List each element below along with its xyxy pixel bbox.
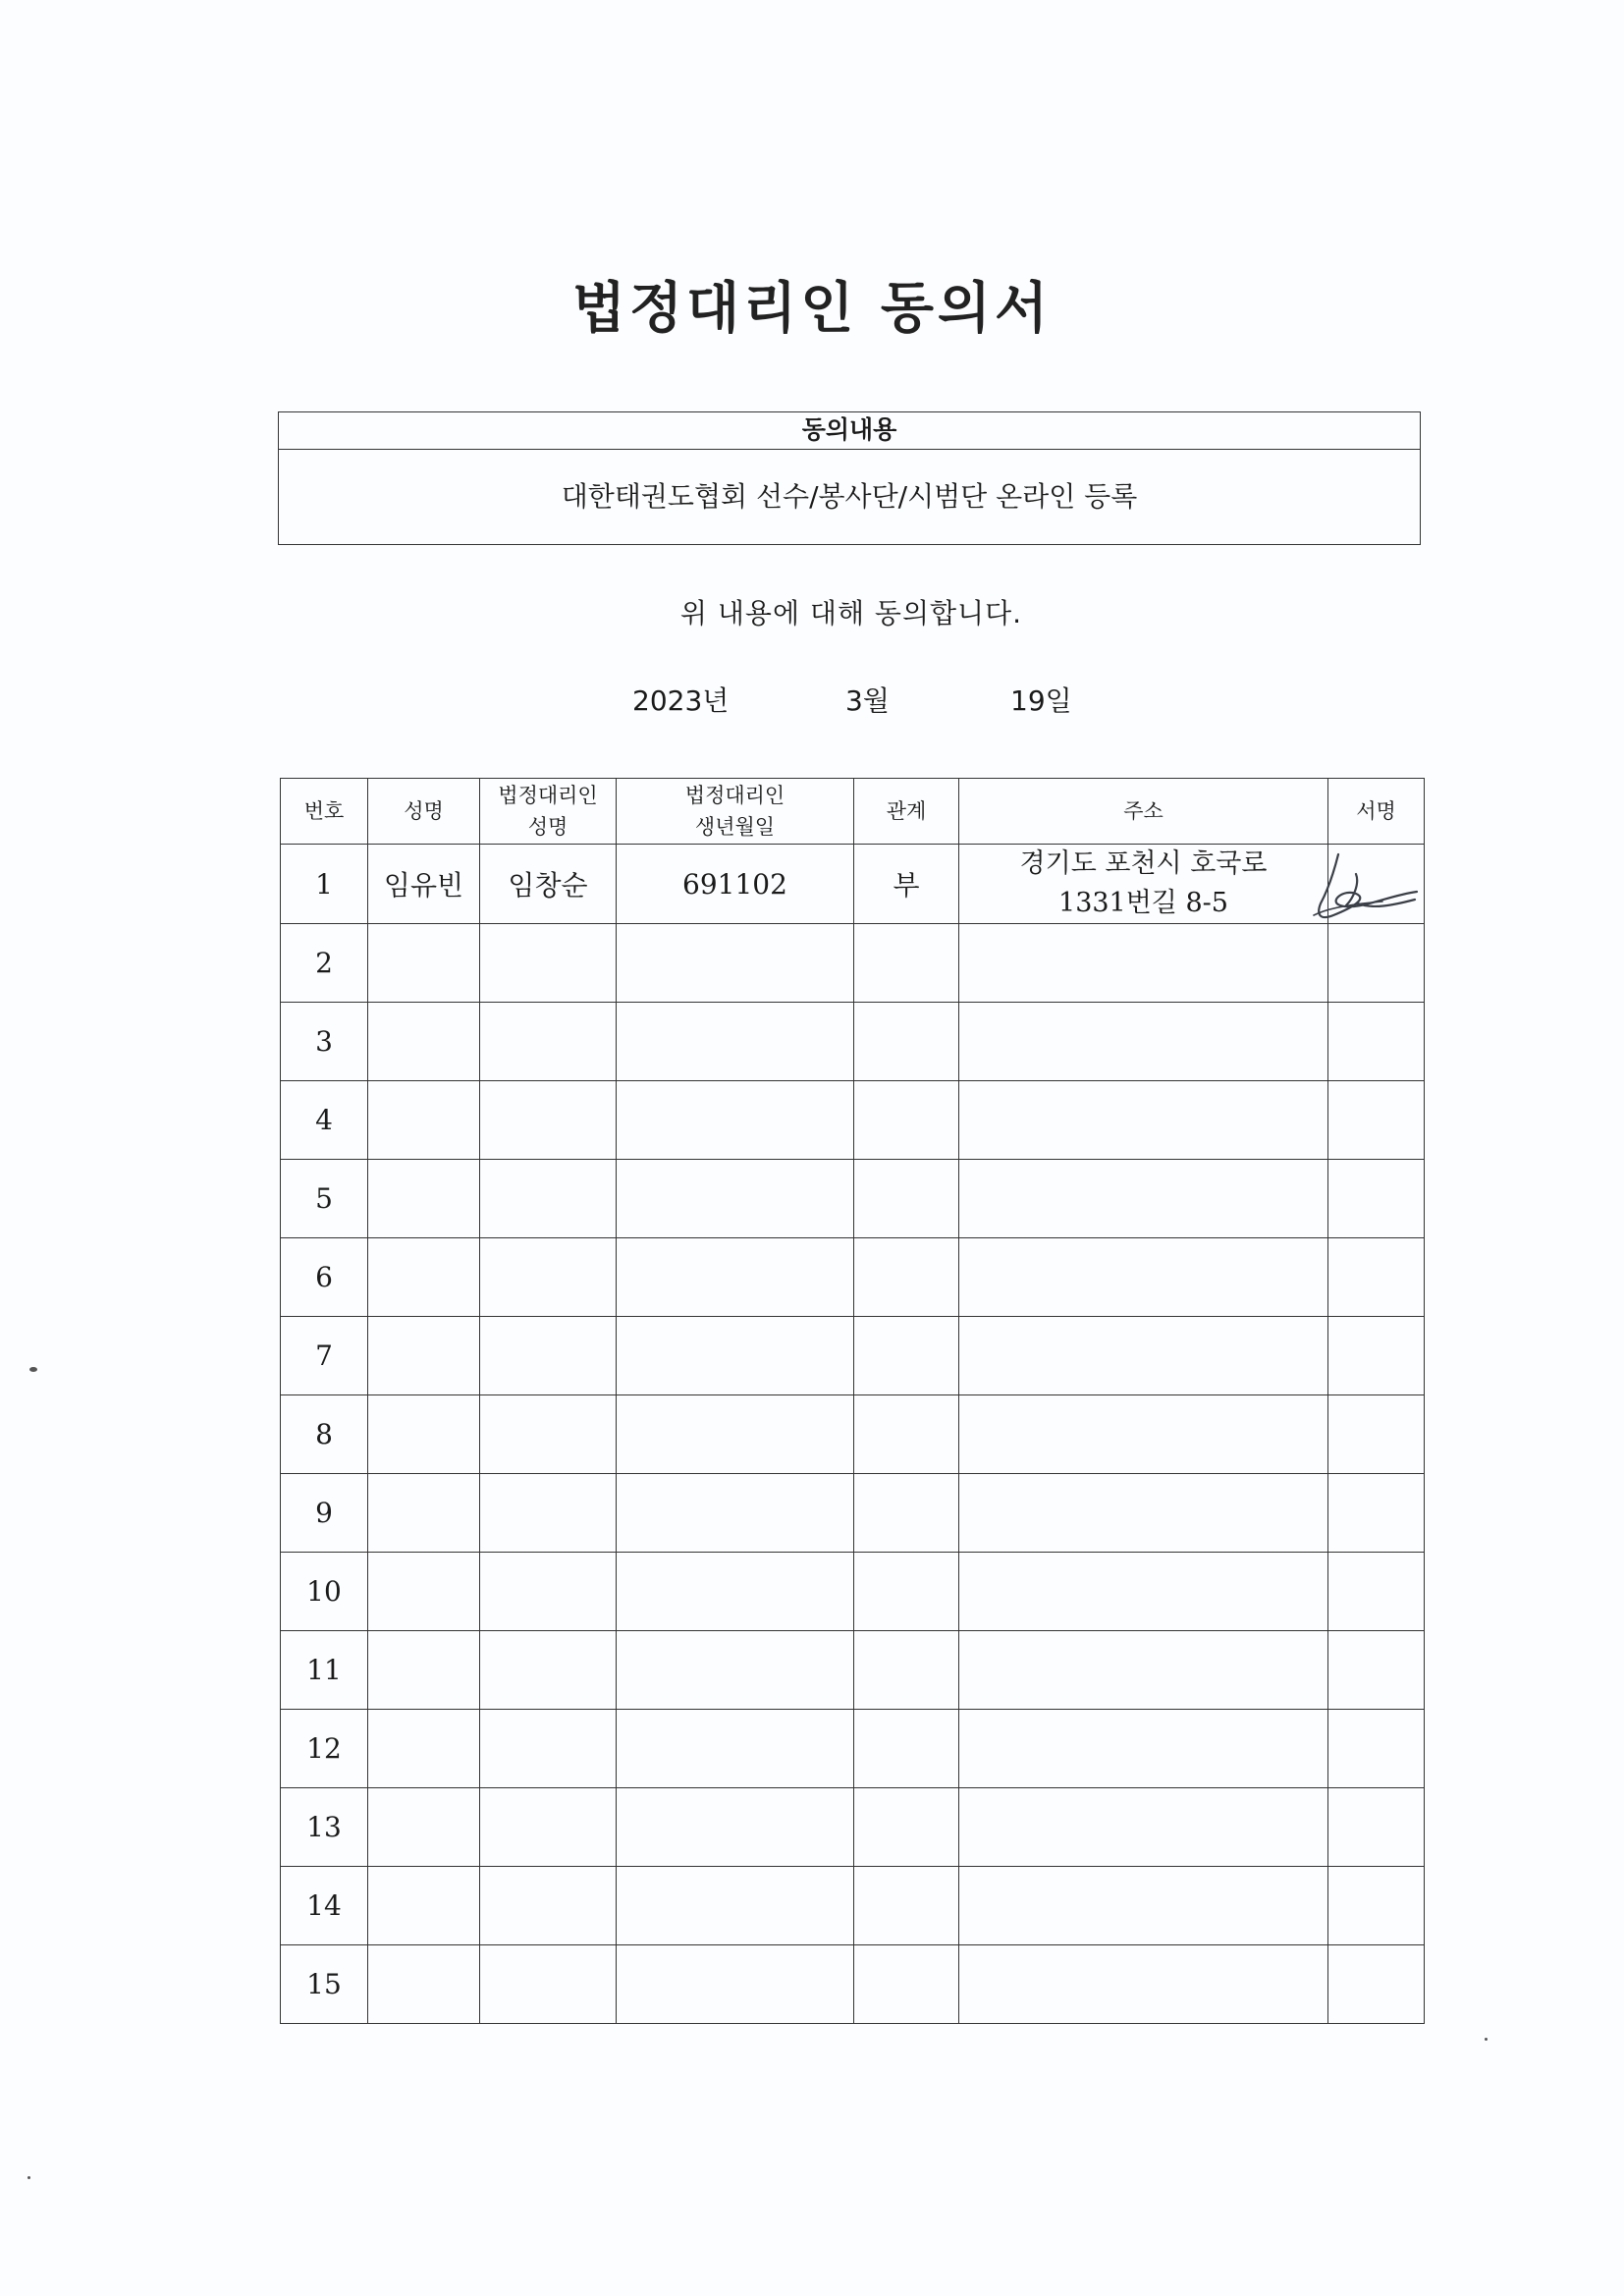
cell-address (959, 1945, 1328, 2024)
cell-signature (1328, 1788, 1425, 1867)
cell-signature (1328, 1867, 1425, 1945)
header-no: 번호 (281, 779, 368, 845)
cell-guardian-name (480, 1474, 617, 1553)
cell-signature (1328, 1553, 1425, 1631)
cell-name (368, 1631, 480, 1710)
scan-speck (29, 1367, 37, 1372)
header-guardian-name-line1: 법정대리인 (498, 784, 598, 807)
cell-name (368, 924, 480, 1003)
cell-guardian-dob (617, 1317, 854, 1395)
cell-relation (854, 1867, 959, 1945)
table-row (281, 1003, 1425, 1081)
table-row (281, 1710, 1425, 1788)
table-row (281, 1081, 1425, 1160)
table-row (281, 1317, 1425, 1395)
date-year: 2023년 (632, 684, 730, 717)
cell-name (368, 1553, 480, 1631)
cell-relation (854, 1710, 959, 1788)
consent-header: 동의내용 (279, 412, 1420, 450)
table-row (281, 1553, 1425, 1631)
cell-relation (854, 1003, 959, 1081)
cell-no: 11 (281, 1631, 368, 1710)
table-row (281, 1395, 1425, 1474)
cell-relation (854, 1631, 959, 1710)
cell-guardian-name (480, 1238, 617, 1317)
cell-guardian-dob (617, 1003, 854, 1081)
cell-relation (854, 924, 959, 1003)
cell-no: 15 (281, 1945, 368, 2024)
cell-name: 임유빈 (368, 845, 480, 924)
cell-guardian-dob (617, 1553, 854, 1631)
cell-address (959, 924, 1328, 1003)
cell-name (368, 1081, 480, 1160)
table-row (281, 1160, 1425, 1238)
address-line1: 경기도 포천시 호국로 (1019, 848, 1268, 879)
cell-no: 6 (281, 1238, 368, 1317)
table-row (281, 1238, 1425, 1317)
cell-address (959, 1867, 1328, 1945)
cell-guardian-dob (617, 1474, 854, 1553)
cell-signature (1328, 845, 1425, 924)
cell-signature (1328, 1317, 1425, 1395)
cell-signature (1328, 1238, 1425, 1317)
cell-no: 8 (281, 1395, 368, 1474)
registration-table (280, 778, 1425, 2024)
cell-name (368, 1003, 480, 1081)
cell-signature (1328, 1631, 1425, 1710)
cell-signature (1328, 1945, 1425, 2024)
cell-relation (854, 1788, 959, 1867)
cell-signature (1328, 1710, 1425, 1788)
cell-name (368, 1160, 480, 1238)
table-row (281, 1474, 1425, 1553)
cell-relation (854, 1945, 959, 2024)
cell-no: 3 (281, 1003, 368, 1081)
cell-signature (1328, 1474, 1425, 1553)
table-row (281, 924, 1425, 1003)
header-guardian-dob (617, 779, 854, 845)
table-header-row (281, 779, 1425, 845)
cell-guardian-name (480, 1867, 617, 1945)
cell-guardian-dob (617, 1160, 854, 1238)
cell-address (959, 1631, 1328, 1710)
cell-guardian-name (480, 1160, 617, 1238)
cell-address (959, 1395, 1328, 1474)
header-address: 주소 (959, 779, 1328, 845)
cell-guardian-name (480, 1395, 617, 1474)
cell-guardian-name (480, 1553, 617, 1631)
cell-name (368, 1710, 480, 1788)
cell-no: 9 (281, 1474, 368, 1553)
cell-signature (1328, 1081, 1425, 1160)
cell-guardian-name (480, 1317, 617, 1395)
cell-name (368, 1474, 480, 1553)
scan-speck (27, 2176, 30, 2179)
cell-address (959, 1238, 1328, 1317)
cell-no: 14 (281, 1867, 368, 1945)
cell-name (368, 1867, 480, 1945)
header-guardian-name (480, 779, 617, 845)
cell-address (959, 1710, 1328, 1788)
cell-guardian-name (480, 924, 617, 1003)
cell-guardian-dob (617, 924, 854, 1003)
date-month: 3월 (845, 684, 890, 717)
table-row (281, 845, 1425, 924)
cell-guardian-name (480, 1003, 617, 1081)
cell-guardian-dob (617, 1867, 854, 1945)
cell-signature (1328, 1003, 1425, 1081)
date-day: 19일 (1010, 684, 1072, 717)
cell-signature (1328, 1160, 1425, 1238)
cell-no: 4 (281, 1081, 368, 1160)
cell-address (959, 845, 1328, 924)
address-line2: 1331번길 8-5 (1058, 888, 1228, 918)
cell-guardian-name (480, 1788, 617, 1867)
cell-no: 10 (281, 1553, 368, 1631)
cell-no: 2 (281, 924, 368, 1003)
cell-address (959, 1003, 1328, 1081)
table-row (281, 1631, 1425, 1710)
header-guardian-dob-line2: 생년월일 (694, 815, 776, 839)
header-guardian-name-line2: 성명 (527, 815, 568, 839)
cell-address (959, 1317, 1328, 1395)
agreement-statement: 위 내용에 대해 동의합니다. (679, 597, 1023, 629)
cell-name (368, 1945, 480, 2024)
header-name: 성명 (368, 779, 480, 845)
cell-address (959, 1788, 1328, 1867)
cell-relation: 부 (854, 845, 959, 924)
cell-guardian-name (480, 1945, 617, 2024)
cell-signature (1328, 1395, 1425, 1474)
cell-guardian-name (480, 1710, 617, 1788)
cell-address (959, 1081, 1328, 1160)
cell-guardian-dob (617, 1238, 854, 1317)
header-relation: 관계 (854, 779, 959, 845)
table-row (281, 1867, 1425, 1945)
cell-name (368, 1317, 480, 1395)
cell-guardian-dob (617, 1395, 854, 1474)
cell-no: 1 (281, 845, 368, 924)
cell-guardian-dob (617, 1710, 854, 1788)
document-title: 법정대리인 동의서 (571, 277, 1053, 341)
cell-relation (854, 1081, 959, 1160)
cell-no: 5 (281, 1160, 368, 1238)
cell-guardian-dob: 691102 (617, 845, 854, 924)
cell-guardian-dob (617, 1081, 854, 1160)
cell-guardian-dob (617, 1631, 854, 1710)
cell-relation (854, 1474, 959, 1553)
cell-name (368, 1238, 480, 1317)
cell-name (368, 1395, 480, 1474)
scan-speck (1485, 2038, 1488, 2041)
consent-text: 대한태권도협회 선수/봉사단/시범단 온라인 등록 (561, 480, 1138, 513)
cell-no: 7 (281, 1317, 368, 1395)
cell-relation (854, 1317, 959, 1395)
cell-relation (854, 1395, 959, 1474)
cell-address (959, 1474, 1328, 1553)
cell-no: 12 (281, 1710, 368, 1788)
cell-guardian-dob (617, 1945, 854, 2024)
cell-relation (854, 1160, 959, 1238)
header-signature: 서명 (1328, 779, 1425, 845)
cell-guardian-name: 임창순 (480, 845, 617, 924)
cell-guardian-dob (617, 1788, 854, 1867)
handwritten-signature (1299, 845, 1446, 943)
cell-name (368, 1788, 480, 1867)
cell-address (959, 1160, 1328, 1238)
cell-relation (854, 1553, 959, 1631)
header-guardian-dob-line1: 법정대리인 (684, 784, 785, 807)
cell-address (959, 1553, 1328, 1631)
table-row (281, 1945, 1425, 2024)
table-row (281, 1788, 1425, 1867)
cell-relation (854, 1238, 959, 1317)
cell-guardian-name (480, 1081, 617, 1160)
consent-box (278, 411, 1421, 545)
cell-guardian-name (480, 1631, 617, 1710)
cell-no: 13 (281, 1788, 368, 1867)
